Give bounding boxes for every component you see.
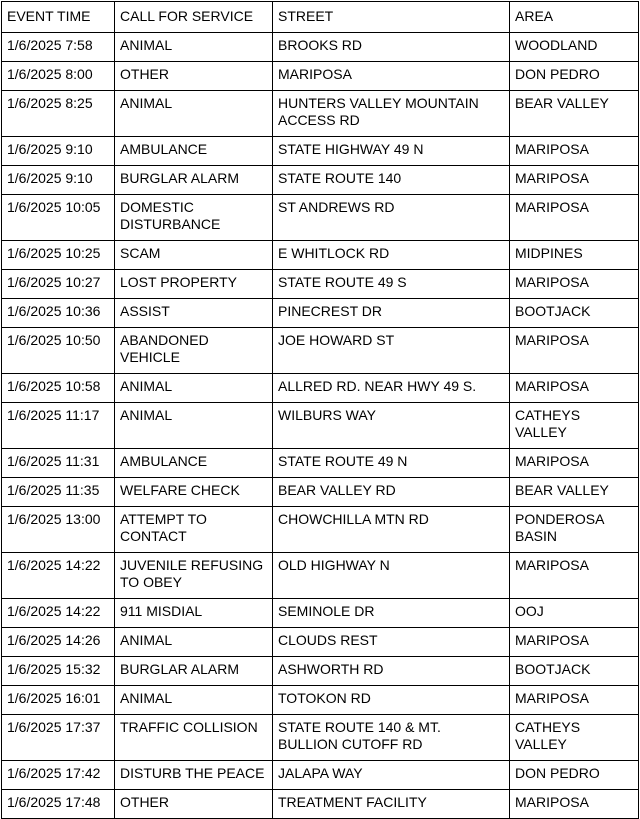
cell-street: SEMINOLE DR (273, 599, 510, 628)
cell-area: MARIPOSA (510, 137, 639, 166)
cell-call-for-service: DISTURB THE PEACE (115, 761, 273, 790)
cell-event-time: 1/6/2025 14:26 (2, 628, 115, 657)
table-row (2, 657, 639, 686)
table-row (2, 270, 639, 299)
cell-call-for-service: ANIMAL (115, 403, 273, 449)
call-log-table (1, 1, 639, 819)
cell-event-time: 1/6/2025 17:42 (2, 761, 115, 790)
table-row (2, 374, 639, 403)
cell-area: MARIPOSA (510, 686, 639, 715)
cell-call-for-service: WELFARE CHECK (115, 478, 273, 507)
cell-event-time: 1/6/2025 10:25 (2, 241, 115, 270)
cell-area: MARIPOSA (510, 328, 639, 374)
cell-street: CHOWCHILLA MTN RD (273, 507, 510, 553)
cell-area: CATHEYS VALLEY (510, 715, 639, 761)
cell-area: MIDPINES (510, 241, 639, 270)
cell-call-for-service: ANIMAL (115, 628, 273, 657)
table-row (2, 91, 639, 137)
cell-area: WOODLAND (510, 33, 639, 62)
cell-street: TREATMENT FACILITY (273, 790, 510, 819)
cell-call-for-service: SCAM (115, 241, 273, 270)
cell-event-time: 1/6/2025 17:48 (2, 790, 115, 819)
cell-area: MARIPOSA (510, 195, 639, 241)
table-row (2, 715, 639, 761)
header-row (2, 2, 639, 33)
cell-event-time: 1/6/2025 13:00 (2, 507, 115, 553)
cell-area: BEAR VALLEY (510, 478, 639, 507)
cell-area: MARIPOSA (510, 374, 639, 403)
cell-call-for-service: ASSIST (115, 299, 273, 328)
cell-call-for-service: ABANDONED VEHICLE (115, 328, 273, 374)
table-row (2, 507, 639, 553)
cell-street: STATE ROUTE 140 (273, 166, 510, 195)
cell-street: E WHITLOCK RD (273, 241, 510, 270)
table-row (2, 299, 639, 328)
cell-area: DON PEDRO (510, 761, 639, 790)
call-log-body (2, 33, 639, 819)
table-row (2, 478, 639, 507)
cell-event-time: 1/6/2025 7:58 (2, 33, 115, 62)
cell-call-for-service: AMBULANCE (115, 449, 273, 478)
cell-call-for-service: ATTEMPT TO CONTACT (115, 507, 273, 553)
cell-call-for-service: AMBULANCE (115, 137, 273, 166)
header-event-time: EVENT TIME (2, 2, 115, 33)
cell-street: ALLRED RD. NEAR HWY 49 S. (273, 374, 510, 403)
cell-street: ASHWORTH RD (273, 657, 510, 686)
header-street: STREET (273, 2, 510, 33)
cell-area: DON PEDRO (510, 62, 639, 91)
cell-street: JALAPA WAY (273, 761, 510, 790)
cell-street: ST ANDREWS RD (273, 195, 510, 241)
cell-street: PINECREST DR (273, 299, 510, 328)
cell-street: WILBURS WAY (273, 403, 510, 449)
cell-area: BEAR VALLEY (510, 91, 639, 137)
cell-event-time: 1/6/2025 9:10 (2, 166, 115, 195)
cell-street: CLOUDS REST (273, 628, 510, 657)
cell-event-time: 1/6/2025 10:36 (2, 299, 115, 328)
cell-area: MARIPOSA (510, 166, 639, 195)
cell-call-for-service: ANIMAL (115, 33, 273, 62)
table-row (2, 328, 639, 374)
cell-event-time: 1/6/2025 11:17 (2, 403, 115, 449)
table-row (2, 761, 639, 790)
cell-street: OLD HIGHWAY N (273, 553, 510, 599)
cell-call-for-service: BURGLAR ALARM (115, 657, 273, 686)
cell-event-time: 1/6/2025 10:05 (2, 195, 115, 241)
cell-area: PONDEROSA BASIN (510, 507, 639, 553)
cell-street: TOTOKON RD (273, 686, 510, 715)
cell-event-time: 1/6/2025 10:27 (2, 270, 115, 299)
table-row (2, 553, 639, 599)
cell-call-for-service: OTHER (115, 62, 273, 91)
cell-event-time: 1/6/2025 8:00 (2, 62, 115, 91)
cell-event-time: 1/6/2025 14:22 (2, 599, 115, 628)
cell-street: BROOKS RD (273, 33, 510, 62)
cell-event-time: 1/6/2025 11:31 (2, 449, 115, 478)
cell-event-time: 1/6/2025 17:37 (2, 715, 115, 761)
cell-area: MARIPOSA (510, 790, 639, 819)
cell-area: BOOTJACK (510, 299, 639, 328)
cell-event-time: 1/6/2025 9:10 (2, 137, 115, 166)
cell-event-time: 1/6/2025 15:32 (2, 657, 115, 686)
cell-street: STATE HIGHWAY 49 N (273, 137, 510, 166)
cell-call-for-service: LOST PROPERTY (115, 270, 273, 299)
cell-street: JOE HOWARD ST (273, 328, 510, 374)
table-row (2, 403, 639, 449)
table-row (2, 33, 639, 62)
cell-event-time: 1/6/2025 11:35 (2, 478, 115, 507)
cell-event-time: 1/6/2025 8:25 (2, 91, 115, 137)
table-row (2, 628, 639, 657)
cell-call-for-service: TRAFFIC COLLISION (115, 715, 273, 761)
cell-call-for-service: ANIMAL (115, 374, 273, 403)
cell-street: BEAR VALLEY RD (273, 478, 510, 507)
table-row (2, 137, 639, 166)
cell-event-time: 1/6/2025 14:22 (2, 553, 115, 599)
cell-area: MARIPOSA (510, 628, 639, 657)
cell-area: MARIPOSA (510, 270, 639, 299)
table-row (2, 686, 639, 715)
cell-call-for-service: ANIMAL (115, 686, 273, 715)
table-row (2, 166, 639, 195)
table-row (2, 195, 639, 241)
cell-call-for-service: JUVENILE REFUSING TO OBEY (115, 553, 273, 599)
cell-street: STATE ROUTE 140 & MT. BULLION CUTOFF RD (273, 715, 510, 761)
cell-area: OOJ (510, 599, 639, 628)
cell-street: STATE ROUTE 49 S (273, 270, 510, 299)
table-row (2, 241, 639, 270)
header-area: AREA (510, 2, 639, 33)
cell-area: CATHEYS VALLEY (510, 403, 639, 449)
header-call-for-service: CALL FOR SERVICE (115, 2, 273, 33)
table-row (2, 449, 639, 478)
cell-event-time: 1/6/2025 10:50 (2, 328, 115, 374)
cell-event-time: 1/6/2025 10:58 (2, 374, 115, 403)
cell-street: MARIPOSA (273, 62, 510, 91)
cell-call-for-service: DOMESTIC DISTURBANCE (115, 195, 273, 241)
cell-call-for-service: BURGLAR ALARM (115, 166, 273, 195)
cell-area: MARIPOSA (510, 449, 639, 478)
cell-area: BOOTJACK (510, 657, 639, 686)
cell-event-time: 1/6/2025 16:01 (2, 686, 115, 715)
table-row (2, 599, 639, 628)
cell-call-for-service: 911 MISDIAL (115, 599, 273, 628)
table-row (2, 790, 639, 819)
cell-street: STATE ROUTE 49 N (273, 449, 510, 478)
table-row (2, 62, 639, 91)
cell-call-for-service: ANIMAL (115, 91, 273, 137)
cell-call-for-service: OTHER (115, 790, 273, 819)
cell-street: HUNTERS VALLEY MOUNTAIN ACCESS RD (273, 91, 510, 137)
cell-area: MARIPOSA (510, 553, 639, 599)
